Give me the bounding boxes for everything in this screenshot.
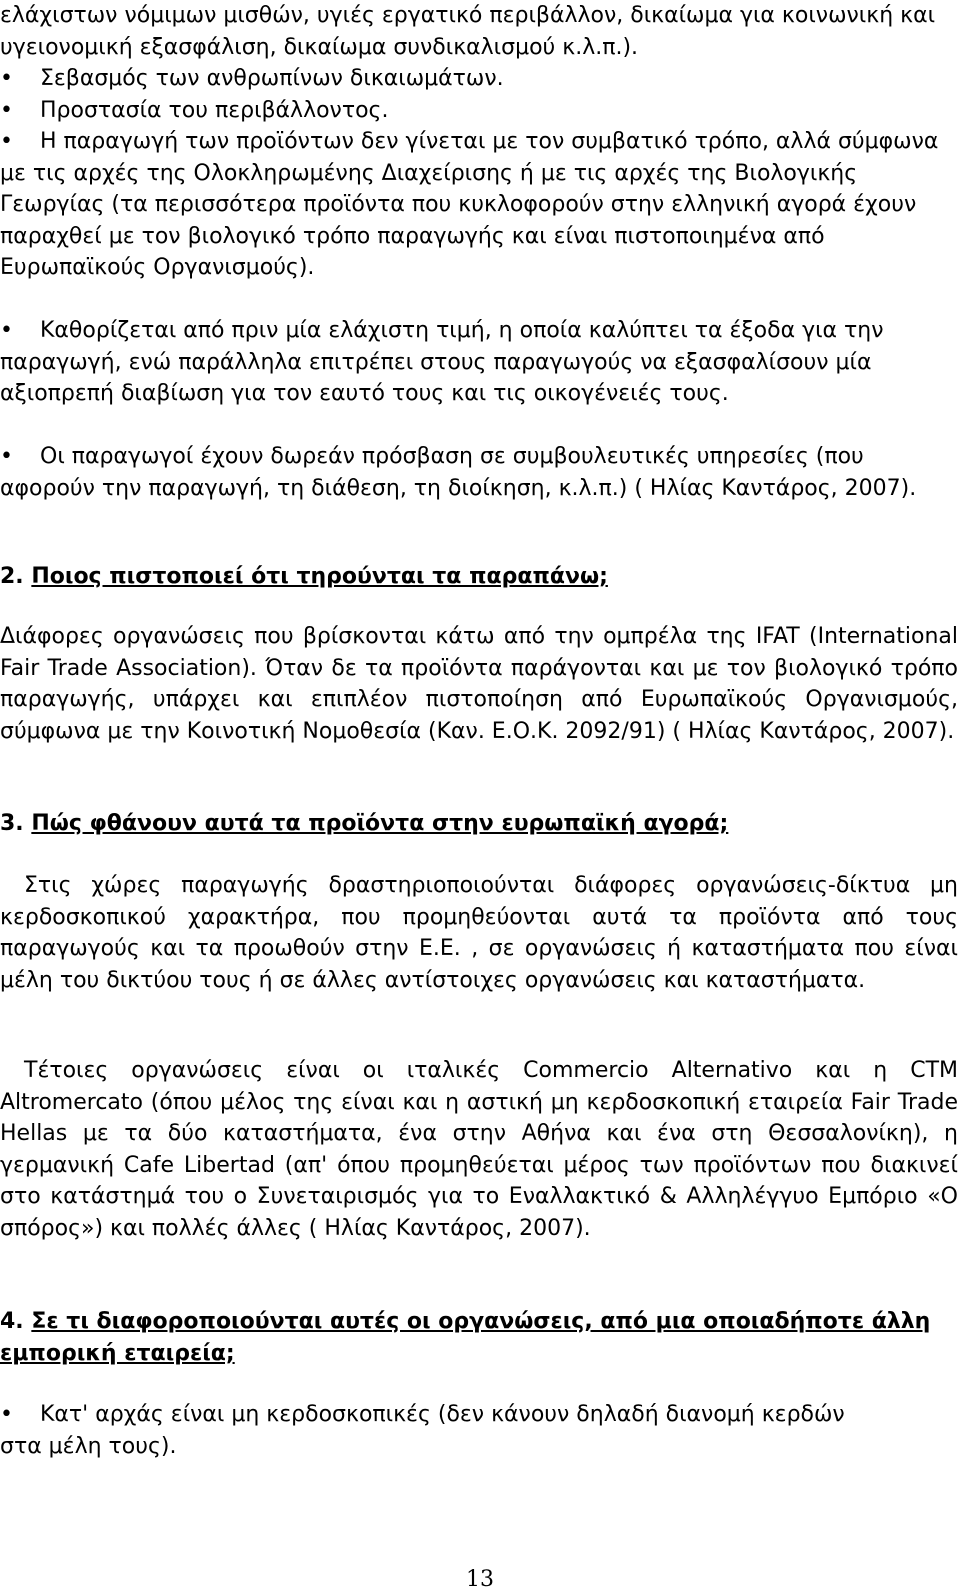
bullet-item (0, 1399, 880, 1462)
bullet-text: Κατ' αρχάς είναι μη κερδοσκοπικές (δεν κάνουν δηλαδή διανομή κερδών στα μέλη τους). (0, 1402, 845, 1459)
answer-paragraph: Διάφορες οργανώσεις που βρίσκονται κάτω από την ομπρέλα της IFAT (International Fair Trade Association). Όταν δε τα προϊόντα παράγονται και με τον βιολογικό τρόπο παραγωγής, υπάρχει και επιπλέον πιστοποίηση από Ευρωπαϊκούς Οργανισμούς, σύμφωνα με την Κοινοτική Νομοθεσία (Καν. Ε.Ο.Κ. 2092/91) ( Ηλίας Καντάρος, 2007). (0, 624, 958, 744)
continued-paragraph: ελάχιστων νόμιμων μισθών, υγιές εργατικό περιβάλλον, δικαίωμα για κοινωνική και υγειονομική εξασφάλιση, δικαίωμα συνδικαλισμού κ.λ.π.). (0, 3, 936, 60)
bullet-text: Η παραγωγή των προϊόντων δεν γίνεται με τον συμβατικό τρόπο, αλλά σύμφωνα με τις αρχές της Ολοκληρωμένης Διαχείρισης ή με τις αρχές της Βιολογικής Γεωργίας (τα περισσότερα προϊόντα που κυκλοφορούν στην ελληνική αγορά έχουν παραχθεί με τον βιολογικό τρόπο παραγωγής και είναι πιστοποιημένα από Ευρωπαϊκούς Οργανισμούς). (0, 129, 939, 280)
answer-paragraph: Τέτοιες οργανώσεις είναι οι ιταλικές Commercio Alternativo και η CTM Altromercato (όπου μέλος της είναι και η αστική μη κερδοσκοπική εταιρεία Fair Trade Hellas με τα δύο καταστήματα, ένα στην Αθήνα και ένα στη Θεσσαλονίκη), η γερμανική Cafe Libertad (απ' όπου προμηθεύεται μέρος των προϊόντων που διακινεί στο κατάστημά του ο Συνεταιρισμός για το Εναλλακτικό & Αλληλέγγυο Εμπόριο «Ο σπόρος») και πολλές άλλες ( Ηλίας Καντάρος, 2007). (0, 1058, 958, 1241)
bullet-text: Σεβασμός των ανθρωπίνων δικαιωμάτων. (40, 66, 504, 91)
question-number: 3. (0, 811, 24, 836)
bullet-item (0, 95, 958, 127)
bullet-icon: • (0, 318, 13, 343)
question-title: Σε τι διαφοροποιούνται αυτές οι οργανώσεις, από μια οποιαδήποτε άλλη εμπορική εταιρεία; (0, 1309, 931, 1366)
question-heading-3 (0, 808, 958, 840)
bullet-icon: • (0, 66, 13, 91)
bullet-item (0, 441, 958, 504)
question-number: 2. (0, 564, 24, 589)
bullet-item (0, 315, 958, 410)
bullet-icon: • (0, 1402, 13, 1427)
bullet-icon: • (0, 98, 13, 123)
bullet-text: Καθορίζεται από πριν μία ελάχιστη τιμή, η οποία καλύπτει τα έξοδα για την παραγωγή, ενώ παράλληλα επιτρέπει στους παραγωγούς να εξασφαλίσουν μία αξιοπρεπή διαβίωση για τον εαυτό τους και τις οικογένειές τους. (0, 318, 884, 406)
bullet-item (0, 63, 958, 95)
question-number: 4. (0, 1309, 24, 1334)
bullet-icon: • (0, 129, 13, 154)
bullet-item (0, 126, 958, 284)
bullet-icon: • (0, 444, 13, 469)
bullet-text: Οι παραγωγοί έχουν δωρεάν πρόσβαση σε συμβουλευτικές υπηρεσίες (που αφορούν την παραγωγή, τη διάθεση, τη διοίκηση, κ.λ.π.) ( Ηλίας Καντάρος, 2007). (0, 444, 917, 501)
question-heading-2 (0, 561, 958, 593)
answer-paragraph: Στις χώρες παραγωγής δραστηριοποιούνται διάφορες οργανώσεις-δίκτυα μη κερδοσκοπικού χαρακτήρα, που προμηθεύονται αυτά τα προϊόντα από τους παραγωγούς και τα προωθούν στην Ε.Ε. , σε οργανώσεις ή καταστήματα που είναι μέλη του δικτύου τους ή σε άλλες αντίστοιχες οργανώσεις και καταστήματα. (0, 873, 958, 993)
bullet-text: Προστασία του περιβάλλοντος. (40, 98, 389, 123)
question-title: Πώς φθάνουν αυτά τα προϊόντα στην ευρωπαϊκή αγορά; (31, 811, 729, 836)
question-heading-4 (0, 1306, 958, 1369)
page-number: 13 (466, 1567, 494, 1592)
question-title: Ποιος πιστοποιεί ότι τηρούνται τα παραπάνω; (31, 564, 608, 589)
